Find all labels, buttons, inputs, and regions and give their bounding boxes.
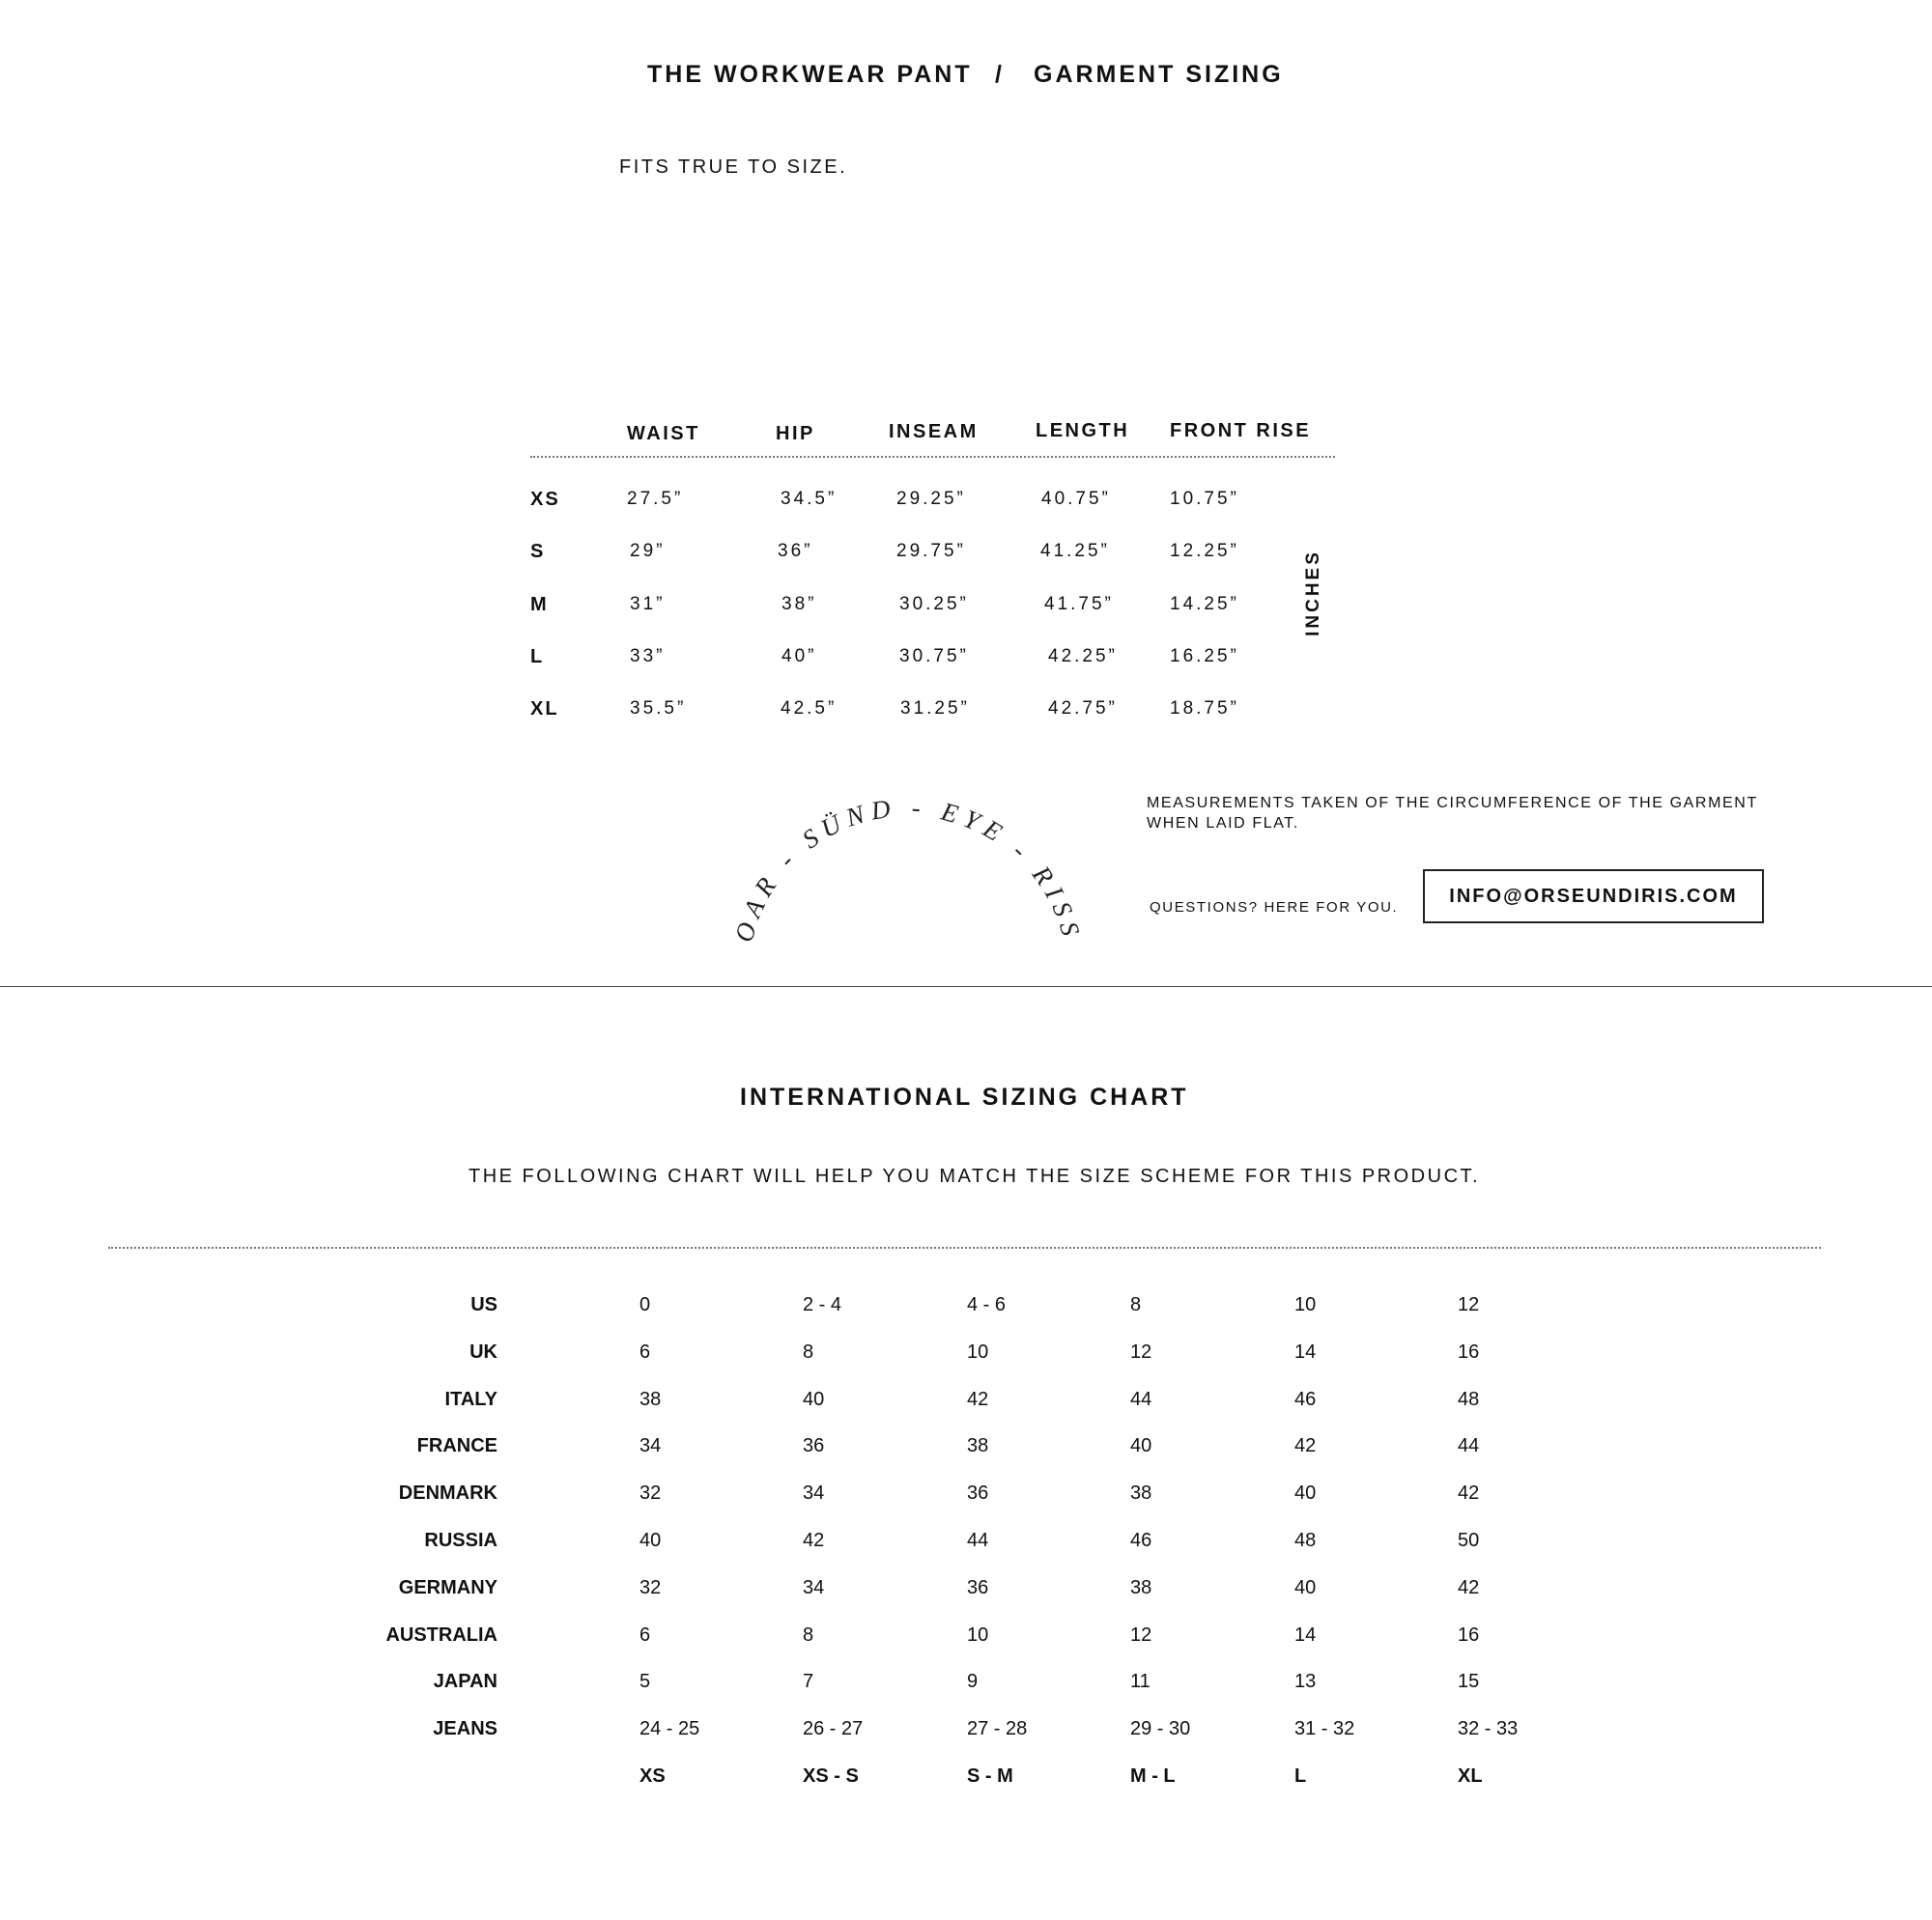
measurement-cell: 30.25” [899, 594, 969, 614]
measurement-cell: 29” [630, 541, 666, 561]
country-label: US [470, 1294, 497, 1315]
size-value-cell: 42 [803, 1530, 825, 1551]
size-label: L [530, 646, 545, 667]
size-value-cell: 11 [1130, 1671, 1151, 1692]
fit-note: FITS TRUE TO SIZE. [619, 156, 848, 178]
size-value-cell: 13 [1294, 1671, 1317, 1692]
size-value-cell: 10 [967, 1624, 989, 1646]
size-value-cell: 48 [1294, 1530, 1317, 1551]
size-value-cell: 44 [967, 1530, 989, 1551]
size-value-cell: 50 [1458, 1530, 1480, 1551]
size-value-cell: 40 [1294, 1482, 1317, 1504]
size-value-cell: 34 [639, 1435, 662, 1456]
size-value-cell: 10 [1294, 1294, 1317, 1315]
col-header-inseam: INSEAM [889, 421, 979, 442]
col-header-front-rise: FRONT RISE [1170, 420, 1312, 441]
size-value-cell: 0 [639, 1294, 651, 1315]
size-value-cell: 12 [1130, 1341, 1152, 1363]
col-header-length: LENGTH [1036, 420, 1130, 441]
section-divider [0, 986, 1932, 987]
measurement-cell: 41.75” [1044, 594, 1114, 614]
country-label: UK [469, 1341, 497, 1363]
size-value-cell: 40 [1130, 1435, 1152, 1456]
measurement-cell: 12.25” [1170, 541, 1239, 561]
international-subtitle: THE FOLLOWING CHART WILL HELP YOU MATCH THE SIZE SCHEME FOR THIS PRODUCT. [469, 1166, 1481, 1187]
size-footer-label: XS - S [803, 1765, 859, 1787]
size-value-cell: 42 [1294, 1435, 1317, 1456]
unit-label: INCHES [1303, 550, 1323, 636]
size-label: XS [530, 489, 560, 510]
measurement-note-line2: WHEN LAID FLAT. [1147, 815, 1299, 832]
country-label: JAPAN [433, 1671, 497, 1692]
measurement-cell: 35.5” [630, 698, 687, 719]
col-header-waist: WAIST [627, 423, 700, 444]
measurement-cell: 40” [781, 646, 817, 666]
measurement-cell: 29.25” [896, 489, 966, 509]
international-divider [108, 1247, 1821, 1249]
size-value-cell: 40 [639, 1530, 662, 1551]
size-value-cell: 8 [803, 1624, 814, 1646]
email-contact-button[interactable]: INFO@ORSEUNDIRIS.COM [1423, 869, 1764, 923]
size-value-cell: 32 [639, 1482, 662, 1504]
brand-phonetic-text: OAR - SÜND - EYE - RISS [728, 792, 1088, 946]
size-value-cell: 15 [1458, 1671, 1480, 1692]
size-value-cell: 5 [639, 1671, 651, 1692]
country-label: RUSSIA [424, 1530, 497, 1551]
size-value-cell: 32 - 33 [1458, 1718, 1519, 1739]
size-value-cell: 42 [1458, 1482, 1480, 1504]
measurement-cell: 31.25” [900, 698, 970, 719]
size-value-cell: 48 [1458, 1389, 1480, 1410]
size-value-cell: 36 [967, 1577, 989, 1598]
country-label: DENMARK [398, 1482, 497, 1504]
size-value-cell: 27 - 28 [967, 1718, 1028, 1739]
page-title-section: GARMENT SIZING [1034, 61, 1284, 88]
size-value-cell: 44 [1130, 1389, 1152, 1410]
size-value-cell: 6 [639, 1341, 651, 1363]
size-value-cell: 36 [967, 1482, 989, 1504]
size-footer-label: M - L [1130, 1765, 1176, 1787]
measurement-cell: 36” [778, 541, 813, 561]
size-footer-label: XS [639, 1765, 666, 1787]
size-value-cell: 42 [1458, 1577, 1480, 1598]
size-value-cell: 46 [1130, 1530, 1152, 1551]
international-title: INTERNATIONAL SIZING CHART [740, 1084, 1189, 1111]
measurement-cell: 34.5” [781, 489, 838, 509]
size-value-cell: 31 - 32 [1294, 1718, 1355, 1739]
size-value-cell: 38 [967, 1435, 989, 1456]
size-value-cell: 6 [639, 1624, 651, 1646]
country-label: ITALY [444, 1389, 497, 1410]
size-footer-label: S - M [967, 1765, 1013, 1787]
measurement-cell: 40.75” [1041, 489, 1111, 509]
measurement-cell: 38” [781, 594, 817, 614]
size-value-cell: 16 [1458, 1341, 1480, 1363]
size-value-cell: 8 [1130, 1294, 1142, 1315]
size-value-cell: 12 [1130, 1624, 1152, 1646]
measurement-cell: 10.75” [1170, 489, 1239, 509]
size-value-cell: 38 [1130, 1577, 1152, 1598]
size-value-cell: 14 [1294, 1341, 1317, 1363]
measurement-note-line1: MEASUREMENTS TAKEN OF THE CIRCUMFERENCE OF THE GARMENT [1147, 795, 1758, 811]
country-label: FRANCE [416, 1435, 497, 1456]
size-value-cell: 40 [803, 1389, 825, 1410]
size-label: M [530, 594, 549, 615]
measurement-cell: 29.75” [896, 541, 966, 561]
size-value-cell: 2 - 4 [803, 1294, 842, 1315]
size-value-cell: 24 - 25 [639, 1718, 700, 1739]
size-value-cell: 12 [1458, 1294, 1480, 1315]
size-value-cell: 14 [1294, 1624, 1317, 1646]
col-header-hip: HIP [776, 423, 815, 444]
size-value-cell: 44 [1458, 1435, 1480, 1456]
page-title-product: THE WORKWEAR PANT [647, 61, 973, 88]
brand-phonetic-arc [715, 792, 1101, 985]
measurement-cell: 14.25” [1170, 594, 1239, 614]
svg-text:OAR - SÜND - EYE - RISS [729, 793, 1087, 946]
measurement-cell: 42.25” [1048, 646, 1118, 666]
size-value-cell: 42 [967, 1389, 989, 1410]
size-value-cell: 10 [967, 1341, 989, 1363]
size-value-cell: 8 [803, 1341, 814, 1363]
size-value-cell: 4 - 6 [967, 1294, 1007, 1315]
size-value-cell: 38 [639, 1389, 662, 1410]
size-value-cell: 26 - 27 [803, 1718, 864, 1739]
size-value-cell: 46 [1294, 1389, 1317, 1410]
size-label: S [530, 541, 546, 562]
size-value-cell: 34 [803, 1577, 825, 1598]
size-value-cell: 40 [1294, 1577, 1317, 1598]
size-value-cell: 9 [967, 1671, 979, 1692]
measurement-cell: 30.75” [899, 646, 969, 666]
measurement-cell: 16.25” [1170, 646, 1239, 666]
size-value-cell: 36 [803, 1435, 825, 1456]
size-label: XL [530, 698, 559, 720]
measurement-cell: 41.25” [1040, 541, 1110, 561]
measurement-cell: 33” [630, 646, 666, 666]
size-footer-label: XL [1458, 1765, 1483, 1787]
measurement-cell: 42.75” [1048, 698, 1118, 719]
size-value-cell: 38 [1130, 1482, 1152, 1504]
questions-text: QUESTIONS? HERE FOR YOU. [1150, 899, 1399, 916]
country-label: GERMANY [398, 1577, 497, 1598]
country-label: JEANS [433, 1718, 497, 1739]
measurement-cell: 42.5” [781, 698, 838, 719]
measurement-cell: 18.75” [1170, 698, 1239, 719]
size-value-cell: 7 [803, 1671, 814, 1692]
size-footer-label: L [1294, 1765, 1307, 1787]
size-value-cell: 32 [639, 1577, 662, 1598]
measurement-cell: 31” [630, 594, 666, 614]
country-label: AUSTRALIA [385, 1624, 497, 1646]
measurement-cell: 27.5” [627, 489, 684, 509]
size-value-cell: 34 [803, 1482, 825, 1504]
size-value-cell: 16 [1458, 1624, 1480, 1646]
table-header-divider [530, 456, 1335, 458]
size-value-cell: 29 - 30 [1130, 1718, 1191, 1739]
title-separator: / [995, 61, 1005, 88]
